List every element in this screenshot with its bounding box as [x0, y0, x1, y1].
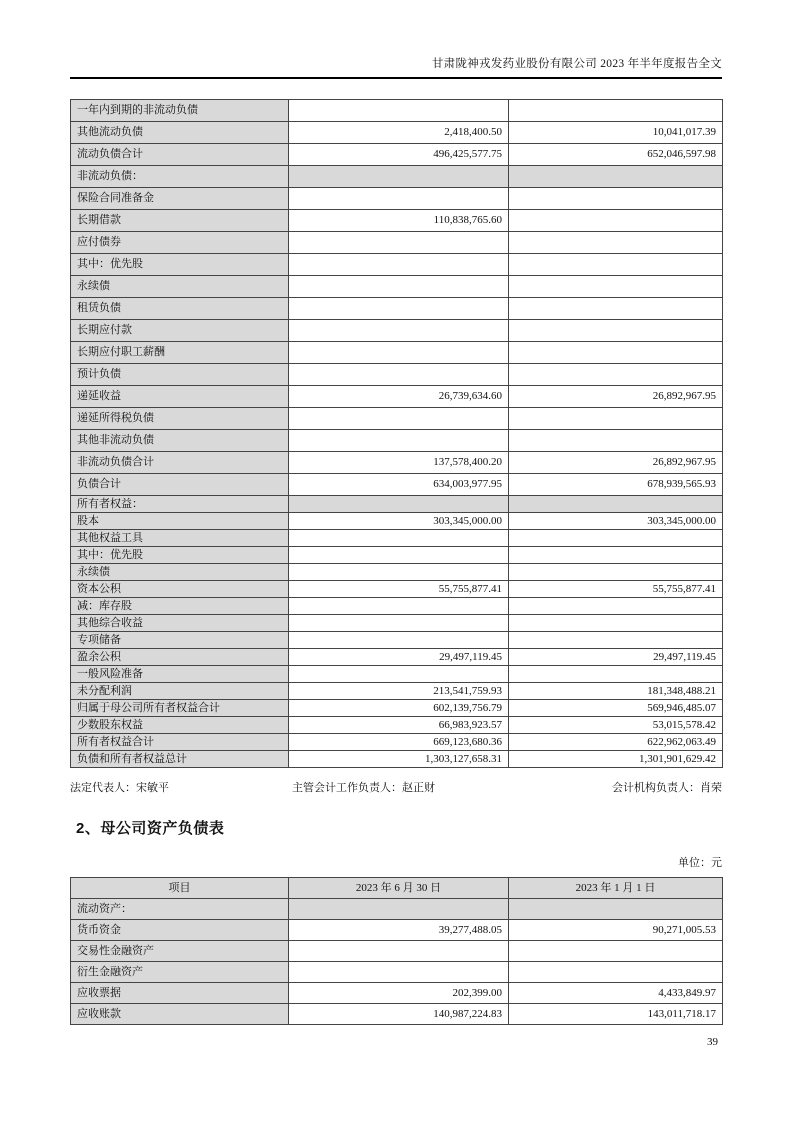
value-cell: 110,838,765.60: [289, 210, 509, 232]
table-row: [71, 1004, 723, 1025]
table-row: [71, 941, 723, 962]
table-row: [71, 700, 723, 717]
row-label-cell: 非流动负债：: [71, 166, 289, 188]
accounting-department-head-label: 会计机构负责人：肖荣: [612, 782, 722, 794]
value-cell: 202,399.00: [289, 983, 509, 1004]
value-cell: 669,123,680.36: [289, 734, 509, 751]
section-row: [71, 899, 723, 920]
value-cell: 4,433,849.97: [509, 983, 723, 1004]
row-label-cell: 少数股东权益: [71, 717, 289, 734]
value-cell: 622,962,063.49: [509, 734, 723, 751]
value-cell: [289, 254, 509, 276]
value-cell: 53,015,578.42: [509, 717, 723, 734]
value-cell: 678,939,565.93: [509, 474, 723, 496]
row-label-cell: 流动资产：: [71, 899, 289, 920]
table-row: [71, 547, 723, 564]
value-cell: [289, 530, 509, 547]
table-row: [71, 364, 723, 386]
value-cell: [289, 320, 509, 342]
chief-accountant-label: 主管会计工作负责人：赵正财: [292, 782, 435, 794]
table-row: [71, 751, 723, 768]
value-cell: [509, 210, 723, 232]
table-row: [71, 298, 723, 320]
table-row: [71, 983, 723, 1004]
table-row: [71, 666, 723, 683]
value-cell: [509, 564, 723, 581]
table-row: [71, 144, 723, 166]
value-cell: 569,946,485.07: [509, 700, 723, 717]
value-cell: 143,011,718.17: [509, 1004, 723, 1025]
value-cell: 55,755,877.41: [289, 581, 509, 598]
row-label-cell: 未分配利润: [71, 683, 289, 700]
table-row: [71, 598, 723, 615]
value-cell: 66,983,923.57: [289, 717, 509, 734]
parent-company-balance-sheet-table: [70, 877, 723, 1025]
row-label-cell: 永续债: [71, 276, 289, 298]
section-row: [71, 496, 723, 513]
column-header-date-current: 2023 年 6 月 30 日: [289, 878, 509, 899]
row-label-cell: 递延收益: [71, 386, 289, 408]
value-cell: [509, 941, 723, 962]
value-cell: 29,497,119.45: [509, 649, 723, 666]
value-cell: [289, 232, 509, 254]
value-cell: 29,497,119.45: [289, 649, 509, 666]
row-label-cell: 预计负债: [71, 364, 289, 386]
column-header-date-prior: 2023 年 1 月 1 日: [509, 878, 723, 899]
value-cell: [289, 100, 509, 122]
row-label-cell: 其他权益工具: [71, 530, 289, 547]
value-cell: [509, 364, 723, 386]
value-cell: [289, 276, 509, 298]
value-cell: [509, 254, 723, 276]
table-row: [71, 962, 723, 983]
row-label-cell: 一般风险准备: [71, 666, 289, 683]
table-row: [71, 188, 723, 210]
value-cell: [509, 276, 723, 298]
column-header-item: 项目: [71, 878, 289, 899]
value-cell: 10,041,017.39: [509, 122, 723, 144]
value-cell: [289, 941, 509, 962]
row-label-cell: 资本公积: [71, 581, 289, 598]
value-cell: [509, 298, 723, 320]
table-row: [71, 564, 723, 581]
value-cell: [289, 547, 509, 564]
row-label-cell: 负债合计: [71, 474, 289, 496]
row-label-cell: 应收票据: [71, 983, 289, 1004]
value-cell: 496,425,577.75: [289, 144, 509, 166]
row-label-cell: 货币资金: [71, 920, 289, 941]
balance-sheet-body: [71, 100, 723, 768]
value-cell: 303,345,000.00: [509, 513, 723, 530]
value-cell: [289, 962, 509, 983]
value-cell: [509, 899, 723, 920]
value-cell: [509, 166, 723, 188]
value-cell: [289, 496, 509, 513]
table-row: [71, 581, 723, 598]
table-row: [71, 649, 723, 666]
value-cell: [289, 342, 509, 364]
row-label-cell: 长期应付职工薪酬: [71, 342, 289, 364]
value-cell: [289, 188, 509, 210]
table-row: [71, 717, 723, 734]
table-row: [71, 530, 723, 547]
table-row: [71, 615, 723, 632]
value-cell: 634,003,977.95: [289, 474, 509, 496]
value-cell: 2,418,400.50: [289, 122, 509, 144]
row-label-cell: 负债和所有者权益总计: [71, 751, 289, 768]
row-label-cell: 应收账款: [71, 1004, 289, 1025]
value-cell: [509, 496, 723, 513]
value-cell: [509, 320, 723, 342]
value-cell: [289, 564, 509, 581]
row-label-cell: 长期借款: [71, 210, 289, 232]
row-label-cell: 交易性金融资产: [71, 941, 289, 962]
table-row: [71, 210, 723, 232]
value-cell: 26,739,634.60: [289, 386, 509, 408]
value-cell: 303,345,000.00: [289, 513, 509, 530]
value-cell: 137,578,400.20: [289, 452, 509, 474]
row-label-cell: 盈余公积: [71, 649, 289, 666]
table-row: [71, 632, 723, 649]
value-cell: 90,271,005.53: [509, 920, 723, 941]
row-label-cell: 归属于母公司所有者权益合计: [71, 700, 289, 717]
value-cell: [289, 666, 509, 683]
value-cell: [509, 408, 723, 430]
row-label-cell: 其他综合收益: [71, 615, 289, 632]
value-cell: [289, 408, 509, 430]
value-cell: [509, 430, 723, 452]
table-row: [71, 122, 723, 144]
table-row: [71, 100, 723, 122]
row-label-cell: 其中：优先股: [71, 254, 289, 276]
value-cell: 181,348,488.21: [509, 683, 723, 700]
unit-label: 单位：元: [678, 857, 722, 869]
row-label-cell: 流动负债合计: [71, 144, 289, 166]
section-row: [71, 166, 723, 188]
section-title-parent-balance-sheet: 2、母公司资产负债表: [76, 820, 225, 837]
value-cell: [289, 632, 509, 649]
value-cell: [289, 598, 509, 615]
value-cell: 652,046,597.98: [509, 144, 723, 166]
row-label-cell: 股本: [71, 513, 289, 530]
value-cell: [289, 166, 509, 188]
table-row: [71, 430, 723, 452]
value-cell: [509, 232, 723, 254]
value-cell: [509, 547, 723, 564]
row-label-cell: 其他流动负债: [71, 122, 289, 144]
value-cell: 1,303,127,658.31: [289, 751, 509, 768]
row-label-cell: 保险合同准备金: [71, 188, 289, 210]
value-cell: 39,277,488.05: [289, 920, 509, 941]
value-cell: [509, 188, 723, 210]
row-label-cell: 其他非流动负债: [71, 430, 289, 452]
row-label-cell: 非流动负债合计: [71, 452, 289, 474]
value-cell: 26,892,967.95: [509, 386, 723, 408]
value-cell: [509, 962, 723, 983]
row-label-cell: 减：库存股: [71, 598, 289, 615]
table-row: [71, 452, 723, 474]
table-row: [71, 342, 723, 364]
report-header-title: 甘肃陇神戎发药业股份有限公司 2023 年半年度报告全文: [70, 55, 722, 79]
table-header-row: [71, 878, 723, 899]
row-label-cell: 递延所得税负债: [71, 408, 289, 430]
row-label-cell: 专项储备: [71, 632, 289, 649]
table-row: [71, 320, 723, 342]
row-label-cell: 其中：优先股: [71, 547, 289, 564]
table-row: [71, 920, 723, 941]
row-label-cell: 永续债: [71, 564, 289, 581]
row-label-cell: 衍生金融资产: [71, 962, 289, 983]
value-cell: [509, 615, 723, 632]
parent-balance-sheet-body: [71, 899, 723, 1025]
value-cell: [289, 364, 509, 386]
table-row: [71, 408, 723, 430]
table-row: [71, 276, 723, 298]
value-cell: [289, 615, 509, 632]
page-number: 39: [707, 1036, 718, 1048]
table-row: [71, 386, 723, 408]
value-cell: [289, 899, 509, 920]
value-cell: 26,892,967.95: [509, 452, 723, 474]
table-row: [71, 513, 723, 530]
value-cell: 1,301,901,629.42: [509, 751, 723, 768]
table-row: [71, 474, 723, 496]
value-cell: [509, 598, 723, 615]
value-cell: [509, 530, 723, 547]
value-cell: [289, 430, 509, 452]
legal-representative-label: 法定代表人：宋敏平: [70, 782, 169, 794]
value-cell: [509, 100, 723, 122]
value-cell: 602,139,756.79: [289, 700, 509, 717]
value-cell: 55,755,877.41: [509, 581, 723, 598]
row-label-cell: 一年内到期的非流动负债: [71, 100, 289, 122]
value-cell: 140,987,224.83: [289, 1004, 509, 1025]
row-label-cell: 长期应付款: [71, 320, 289, 342]
value-cell: 213,541,759.93: [289, 683, 509, 700]
consolidated-balance-sheet-table: [70, 99, 723, 768]
table-row: [71, 254, 723, 276]
table-row: [71, 683, 723, 700]
row-label-cell: 所有者权益合计: [71, 734, 289, 751]
value-cell: [289, 298, 509, 320]
signatories-row: [70, 779, 722, 795]
table-row: [71, 232, 723, 254]
value-cell: [509, 632, 723, 649]
row-label-cell: 租赁负债: [71, 298, 289, 320]
row-label-cell: 所有者权益：: [71, 496, 289, 513]
value-cell: [509, 666, 723, 683]
value-cell: [509, 342, 723, 364]
table-row: [71, 734, 723, 751]
row-label-cell: 应付债券: [71, 232, 289, 254]
